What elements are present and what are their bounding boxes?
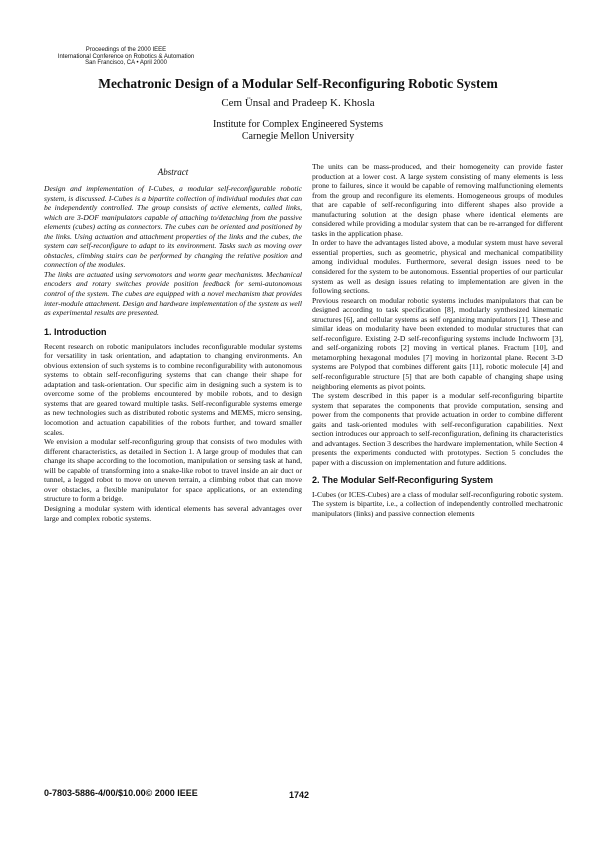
body-paragraph: I-Cubes (or ICES-Cubes) are a class of modular self-reconfiguring robotic system. The system is bipartite, i.e., a collection of independently controlled mechatronic manipulators (links) and passive connection elements bbox=[312, 489, 563, 518]
page-number: 1742 bbox=[289, 790, 310, 800]
left-column bbox=[44, 167, 302, 523]
section-heading-introduction: 1. Introduction bbox=[44, 326, 107, 337]
proceedings-line: International Conference on Robotics & Automation bbox=[57, 53, 195, 60]
body-paragraph: Recent research on robotic manipulators includes reconfigurable modular systems for versatility in task orientation, and adaptation to changing environments. An obvious extension of such systems is to combine reconfigurability with autonomous systems to obtain self-reconfiguring systems that can change their shape for adaptation and task-orientation. Our specific aim in designing such a system is to overcome some of the problems encountered by mobile robots, and to design systems that are geared toward multiple tasks. Self-reconfigurable systems emerge as new technologies such as distributed robotic systems and MEMS, micro sensing, locomotion and actuation capabilities of the robots further, and toward smaller scales. bbox=[44, 341, 302, 437]
proceedings-header bbox=[56, 47, 196, 67]
body-paragraph: Designing a modular system with identical elements has several advantages over large and complex robotic systems. bbox=[44, 503, 302, 523]
affiliation-line: Carnegie Mellon University bbox=[241, 131, 355, 142]
right-column bbox=[312, 162, 563, 518]
abstract-paragraph: The links are actuated using servomotors and worm gear mechanisms. Mechanical encoders and rotary switches provide position feedback for semi-autonomous control of the system. The cubes are equipped with a novel mechanism that provides inter-module attachment. Design and hardware implementation of the system as well as experimental results are presented. bbox=[44, 269, 302, 318]
body-paragraph: The system described in this paper is a modular self-reconfiguring bipartite system that separates the components that provide computation, sensing and power from the components that provide actuation in order to combine different gaits and task-oriented modules with self-reconfiguration capabilities. Next section introduces our approach to self-reconfiguration, defining its characteristics and advantages. Section 3 describes the hardware implementation, while Section 4 presents the experiments conducted with prototypes. Section 5 concludes the paper with a discussion on implementation and future additions. bbox=[312, 391, 563, 467]
paper-authors: Cem Ünsal and Pradeep K. Khosla bbox=[221, 97, 375, 109]
abstract-heading: Abstract bbox=[157, 167, 189, 177]
abstract-paragraph: Design and implementation of I-Cubes, a modular self-reconfigurable robotic system, is discussed. I-Cubes is a bipartite collection of individual modules that can be independently controlled. The group consists of active elements, called links, which are 3-DOF manipulators capable of attaching to/detaching from the passive elements (cubes) acting as connectors. The cubes can be oriented and positioned by the links. Using actuation and attachment properties of the links and the cubes, the system can self-reconfigure to adapt to its environment. Tasks such as moving over obstacles, climbing stairs can be performed by changing the relative position and connection of the modules. bbox=[44, 184, 302, 270]
body-paragraph: We envision a modular self-reconfiguring group that consists of two modules with different characteristics, as detailed in Section 1. A large group of modules that can change its shape according to the locomotion, manipulation or sensing task at hand, will be capable of transforming into a snake-like robot to travel inside an air duct or tunnel, a legged robot to move on uneven terrain, a climbing robot that can move over obstacles, a flexible manipulator for space applications, or an extending structure to form a bridge. bbox=[44, 437, 302, 504]
proceedings-line: San Francisco, CA • April 2000 bbox=[85, 60, 167, 66]
body-paragraph: Previous research on modular robotic systems includes manipulators that can be designed according to task specification [8], modularly synthesized kinematic structures [6], and cellular systems as self organizing manipulators [1]. These and similar ideas on modularity have been extended to modular structures that can self-reconfigure. Existing 2-D self-reconfiguring systems include Inchworm [3], and self-organizing robots [2] moving in vertical planes. Fractum [10], and metamorphing hexagonal modules [7] moving in horizontal plane. Recent 3-D systems are Polypod that combines different gaits [11], robotic molecule [4] and self-reconfigurable structure [5] that are both capable of changing shape using neighboring elements as pivot points. bbox=[312, 295, 563, 391]
section-heading-system: 2. The Modular Self-Reconfiguring System bbox=[312, 474, 494, 485]
affiliation-line: Institute for Complex Engineered Systems bbox=[213, 119, 383, 130]
body-paragraph: In order to have the advantages listed above, a modular system must have several essential properties, such as geometric, physical and mechanical compatibility among individual modules. Furthermore, several design issues need to be considered for the system to be autonomous. Essential properties of our particular system as well as design issues relating to implementation are given in the following sections. bbox=[312, 238, 563, 296]
author-affiliation bbox=[40, 119, 556, 143]
proceedings-line: Proceedings of the 2000 IEEE bbox=[85, 47, 167, 53]
isbn-copyright: 0-7803-5886-4/00/$10.00© 2000 IEEE bbox=[44, 788, 198, 798]
abstract bbox=[44, 167, 302, 318]
body-paragraph: The units can be mass-produced, and their homogeneity can provide faster production at a lower cost. A large system consisting of many elements is less prone to failures, since it would be capable of removing malfunctioning elements from the group and reconfigure its elements. Homogeneous groups of modules that are capable of self-reconfiguring into different shapes also provide a manufacturing solution at the design phase where identical elements are considered while providing a modular system that can be re-arranged for different tasks in the application phase. bbox=[312, 162, 563, 238]
paper-title: Mechatronic Design of a Modular Self-Reconfiguring Robotic System bbox=[98, 76, 498, 91]
